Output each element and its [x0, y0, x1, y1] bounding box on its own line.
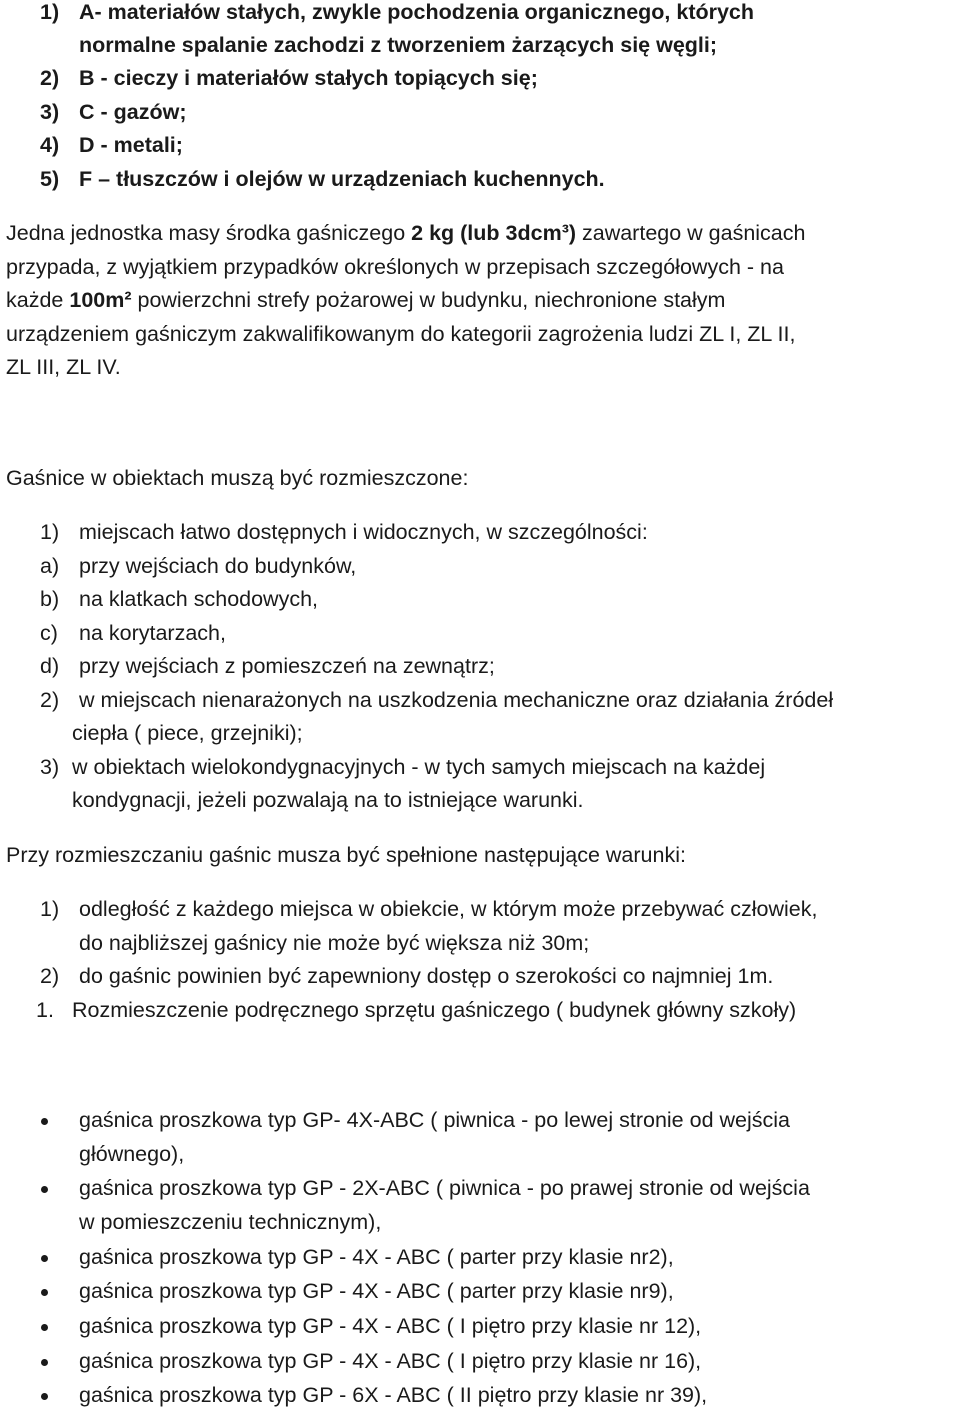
section-number: 1.: [36, 998, 54, 1022]
bullet-icon: [41, 1324, 48, 1331]
bullet-icon: [41, 1118, 48, 1125]
list-number: a): [40, 554, 60, 578]
list-number: c): [40, 621, 58, 645]
list-item-text: do najbliższej gaśnicy nie może być większa niż 30m;: [79, 931, 590, 955]
list-item-text: w miejscach nienarażonych na uszkodzenia mechaniczne oraz działania źródeł: [79, 688, 834, 712]
paragraph-bold-text: 2 kg (lub 3dcm³): [411, 221, 577, 245]
list-item-text: głównego),: [79, 1142, 185, 1166]
list-item-text: gaśnica proszkowa typ GP - 6X - ABC ( II piętro przy klasie nr 39),: [79, 1383, 708, 1407]
list-number: b): [40, 587, 60, 611]
list-item-text: gaśnica proszkowa typ GP - 4X - ABC ( I piętro przy klasie nr 12),: [79, 1314, 702, 1338]
section-title: Rozmieszczenie podręcznego sprzętu gaśniczego ( budynek główny szkoły): [72, 998, 797, 1022]
list-item-text: przy wejściach z pomieszczeń na zewnątrz;: [79, 654, 495, 678]
list-item-text: A- materiałów stałych, zwykle pochodzenia organicznego, których: [79, 0, 755, 24]
bullet-icon: [41, 1289, 48, 1296]
paragraph-line: [6, 217, 805, 251]
conditions-heading: Przy rozmieszczaniu gaśnic musza być spełnione następujące warunki:: [6, 843, 686, 867]
paragraph-line: [6, 284, 725, 318]
list-item-text: gaśnica proszkowa typ GP - 4X - ABC ( parter przy klasie nr2),: [79, 1245, 674, 1269]
list-number: 2): [40, 688, 60, 712]
bullet-icon: [41, 1393, 48, 1400]
list-number: 1): [40, 0, 60, 24]
list-number: 3): [40, 100, 60, 124]
bullet-icon: [41, 1359, 48, 1366]
list-item-text: normalne spalanie zachodzi z tworzeniem żarzących się węgli;: [79, 33, 718, 57]
paragraph-bold-text: 100m²: [69, 288, 132, 312]
list-number: 1): [40, 520, 60, 544]
list-item-text: F – tłuszczów i olejów w urządzeniach kuchennych.: [79, 167, 605, 191]
list-number: 4): [40, 133, 60, 157]
list-item-text: kondygnacji, jeżeli pozwalają na to istniejące warunki.: [72, 788, 584, 812]
list-item-text: B - cieczy i materiałów stałych topiących się;: [79, 66, 538, 90]
list-item-text: gaśnica proszkowa typ GP- 4X-ABC ( piwnica - po lewej stronie od wejścia: [79, 1108, 790, 1132]
placement-heading: Gaśnice w obiektach muszą być rozmieszczone:: [6, 466, 469, 490]
list-number: 5): [40, 167, 60, 191]
list-number: 2): [40, 964, 60, 988]
list-number: 2): [40, 66, 60, 90]
paragraph-line: ZL III, ZL IV.: [6, 355, 121, 379]
paragraph-line: urządzeniem gaśniczym zakwalifikowanym do kategorii zagrożenia ludzi ZL I, ZL II,: [6, 322, 796, 346]
list-item-text: odległość z każdego miejsca w obiekcie, w którym może przebywać człowiek,: [79, 897, 818, 921]
paragraph-text: powierzchni strefy pożarowej w budynku, niechronione stałym: [131, 288, 726, 312]
list-number: d): [40, 654, 60, 678]
list-item-text: gaśnica proszkowa typ GP - 4X - ABC ( I piętro przy klasie nr 16),: [79, 1349, 702, 1373]
paragraph-line: przypada, z wyjątkiem przypadków określonych w przepisach szczegółowych - na: [6, 255, 784, 279]
list-item-text: w obiektach wielokondygnacyjnych - w tych samych miejscach na każdej: [72, 755, 766, 779]
list-item-text: gaśnica proszkowa typ GP - 4X - ABC ( parter przy klasie nr9),: [79, 1279, 674, 1303]
list-item-text: D - metali;: [79, 133, 183, 157]
bullet-icon: [41, 1255, 48, 1262]
list-item-text: gaśnica proszkowa typ GP - 2X-ABC ( piwnica - po prawej stronie od wejścia: [79, 1176, 810, 1200]
bullet-icon: [41, 1186, 48, 1193]
list-item-text: ciepła ( piece, grzejniki);: [72, 721, 303, 745]
list-item-text: do gaśnic powinien być zapewniony dostęp o szerokości co najmniej 1m.: [79, 964, 774, 988]
paragraph-text: zawartego w gaśnicach: [576, 221, 806, 245]
list-item-text: na korytarzach,: [79, 621, 226, 645]
paragraph-text: Jedna jednostka masy środka gaśniczego: [6, 221, 412, 245]
list-item-text: przy wejściach do budynków,: [79, 554, 357, 578]
list-item-text: na klatkach schodowych,: [79, 587, 319, 611]
list-number: 3): [40, 755, 60, 779]
list-item-text: w pomieszczeniu technicznym),: [79, 1210, 382, 1234]
paragraph-text: każde: [6, 288, 70, 312]
list-number: 1): [40, 897, 60, 921]
list-item-text: miejscach łatwo dostępnych i widocznych, w szczególności:: [79, 520, 648, 544]
list-item-text: C - gazów;: [79, 100, 187, 124]
